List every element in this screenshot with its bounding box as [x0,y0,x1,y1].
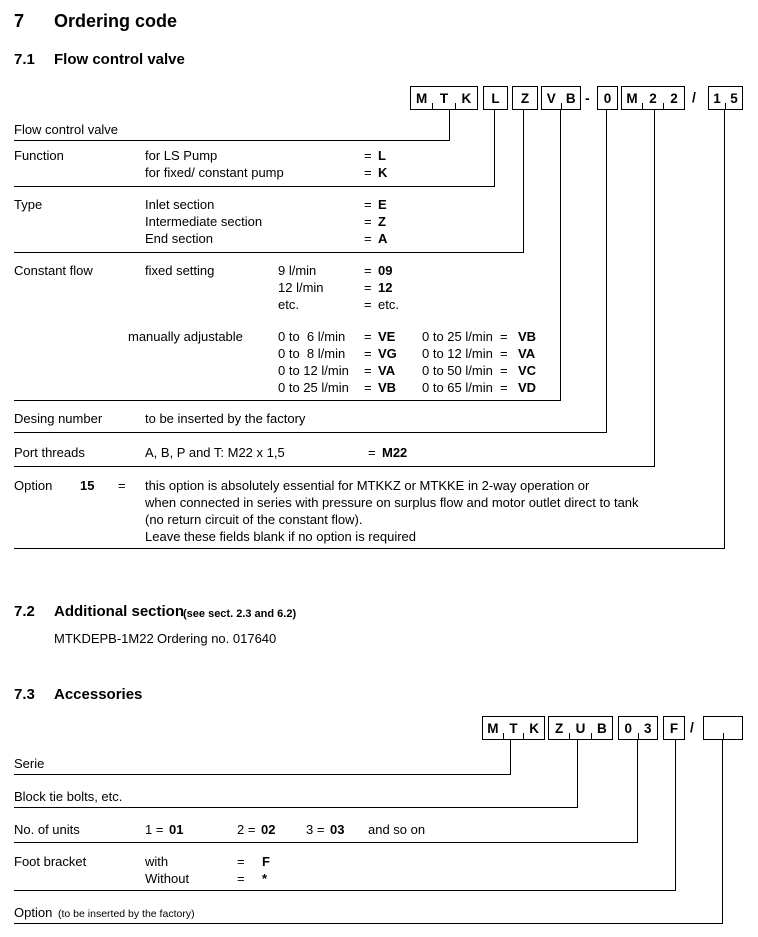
manual-value: VB [518,329,537,344]
additional-section-ordering-no: Ordering no. 017640 [157,631,277,646]
option-text-line: Leave these fields blank if no option is required [145,529,417,544]
code-char: B [596,721,607,736]
manual-value: VA [378,363,396,378]
manual-value: VG [378,346,397,361]
function-line: for fixed/ constant pump [145,165,284,180]
code-separator-dash: - [585,90,590,106]
code-box-constant-flow [541,86,581,110]
option-text-line: this option is absolutely essential for MTKKZ or MTKKE in 2-way operation or [145,478,590,493]
rule-port-threads [14,466,654,467]
code-char: 2 [670,91,678,106]
additional-section-product: MTKDEPB-1M22 [54,631,154,646]
section-71-number: 7.1 [14,51,35,68]
option-text-line: (no return circuit of the constant flow). [145,512,363,527]
equals-sign: = [364,297,372,312]
section-72-number: 7.2 [14,603,35,620]
rule-function [14,186,494,187]
code-char: M [416,91,428,106]
connector-port-threads [654,110,655,467]
equals-sign: = [500,346,508,361]
rule-serie [14,774,510,775]
code-box-foot-bracket [663,716,685,740]
connector-block-tie-bolts [577,740,578,808]
connector-option [724,110,725,549]
units-value: 01 [169,822,184,837]
code-char [724,717,743,739]
code-box-units [618,716,658,740]
rule-units [14,842,637,843]
code-char: 0 [624,721,632,736]
row-serie-label: Serie [14,756,45,771]
code-char [704,717,723,739]
code-char: K [529,721,540,736]
code-char: T [509,721,518,736]
code-char: Z [520,91,530,106]
port-threads-text: A, B, P and T: M22 x 1,5 [145,445,285,460]
equals-sign: = [364,165,372,180]
section-73-number: 7.3 [14,686,35,703]
row-units-label: No. of units [14,822,80,837]
code-box-series [410,86,478,110]
equals-sign: = [364,231,372,246]
equals-sign: = [364,197,372,212]
rule-option-bottom [14,923,722,924]
foot-line: Without [145,871,190,886]
fixed-value: etc. [378,297,399,312]
manual-item: 0 to 12 l/min [422,346,493,361]
row-option-bottom-label: Option [14,905,53,920]
equals-sign: = [118,478,126,493]
code-char: 2 [649,91,657,106]
row-type-label: Type [14,197,43,212]
code-box-option [708,86,743,110]
connector-series [449,110,450,141]
equals-sign: = [364,363,372,378]
code-char: U [575,721,586,736]
equals-sign: = [237,854,245,869]
connector-serie [510,740,511,775]
type-value: E [378,197,387,212]
function-value: L [378,148,386,163]
code-char: 5 [730,91,738,106]
connector-constant-flow [560,110,561,401]
connector-foot-bracket [675,740,676,891]
manual-item: 0 to 25 l/min [278,380,349,395]
fixed-setting-label: fixed setting [145,263,215,278]
function-value: K [378,165,388,180]
type-value: Z [378,214,386,229]
code-box-type [512,86,538,110]
manual-item: 0 to 12 l/min [278,363,349,378]
equals-sign: = [368,445,376,460]
section-72-note: (see sect. 2.3 and 6.2) [183,608,297,620]
section-72-title: Additional section [54,603,185,620]
row-constant-flow-label: Constant flow [14,263,93,278]
code-char: V [546,91,556,106]
port-threads-value: M22 [382,445,408,460]
type-value: A [378,231,388,246]
rule-design-number [14,432,606,433]
code-char: 3 [643,721,652,736]
code-char: Z [555,721,564,736]
code-box-option-blank [703,716,743,740]
row-flow-control-valve-label: Flow control valve [14,122,119,137]
foot-value: F [262,854,270,869]
code-char: M [626,91,638,106]
connector-type [523,110,524,253]
manual-value: VA [518,346,536,361]
rule-type [14,252,523,253]
row-port-threads-label: Port threads [14,445,85,460]
units-item: 1 = [145,822,164,837]
code-char: 0 [603,91,612,106]
equals-sign: = [500,380,508,395]
units-value: 03 [330,822,345,837]
design-number-text: to be inserted by the factory [145,411,306,426]
row-foot-bracket-label: Foot bracket [14,854,87,869]
code-char: B [565,91,576,106]
manual-item: 0 to 8 l/min [278,346,346,361]
fixed-item: 12 l/min [278,280,324,295]
rule-flow-control-valve [14,140,449,141]
foot-line: with [145,854,169,869]
code-box-block-tie-bolts [548,716,613,740]
manual-item: 0 to 25 l/min [422,329,493,344]
option-code: 15 [80,478,95,493]
connector-design-number [606,110,607,433]
row-function-label: Function [14,148,64,163]
manually-adjustable-label: manually adjustable [128,329,243,344]
equals-sign: = [500,363,508,378]
type-line: Intermediate section [145,214,263,229]
code-char: F [669,721,679,736]
rule-block-tie-bolts [14,807,577,808]
row-option-label: Option [14,478,53,493]
option-bottom-note: (to be inserted by the factory) [58,908,195,920]
section-7-title: Ordering code [54,11,178,31]
row-design-number-label: Desing number [14,411,103,426]
code-char: 1 [713,91,721,106]
fixed-item: etc. [278,297,299,312]
fixed-value: 09 [378,263,393,278]
manual-value: VC [518,363,537,378]
connector-function [494,110,495,187]
type-line: End section [145,231,213,246]
manual-item: 0 to 65 l/min [422,380,493,395]
rule-option [14,548,724,549]
row-block-tie-bolts-label: Block tie bolts, etc. [14,789,123,804]
option-text-line: when connected in series with pressure on surplus flow and motor outlet direct to tank [145,495,639,510]
code-char: M [487,721,499,736]
rule-constant-flow [14,400,560,401]
code-box-design-number [597,86,618,110]
units-value: 02 [261,822,276,837]
manual-value: VB [378,380,397,395]
equals-sign: = [237,871,245,886]
units-item: 3 = [306,822,325,837]
code-separator-slash: / [690,719,694,735]
equals-sign: = [364,346,372,361]
manual-value: VD [518,380,537,395]
equals-sign: = [364,263,372,278]
equals-sign: = [500,329,508,344]
equals-sign: = [364,329,372,344]
function-line: for LS Pump [145,148,218,163]
code-box-serie [482,716,545,740]
code-char: K [461,91,472,106]
section-7-number: 7 [14,11,25,31]
manual-item: 0 to 6 l/min [278,329,346,344]
code-char: T [439,91,449,106]
manual-item: 0 to 50 l/min [422,363,493,378]
code-separator-slash: / [692,89,696,105]
foot-value: * [262,871,268,886]
manual-value: VE [378,329,396,344]
units-note: and so on [368,822,426,837]
connector-units [637,740,638,843]
connector-option-blank [722,740,723,924]
code-box-function [483,86,508,110]
equals-sign: = [364,280,372,295]
fixed-item: 9 l/min [278,263,317,278]
equals-sign: = [364,380,372,395]
units-item: 2 = [237,822,256,837]
code-box-port-threads [621,86,685,110]
fixed-value: 12 [378,280,393,295]
equals-sign: = [364,214,372,229]
type-line: Inlet section [145,197,215,212]
rule-foot-bracket [14,890,675,891]
code-char: L [491,91,500,106]
equals-sign: = [364,148,372,163]
section-73-title: Accessories [54,686,143,703]
section-71-title: Flow control valve [54,51,185,68]
